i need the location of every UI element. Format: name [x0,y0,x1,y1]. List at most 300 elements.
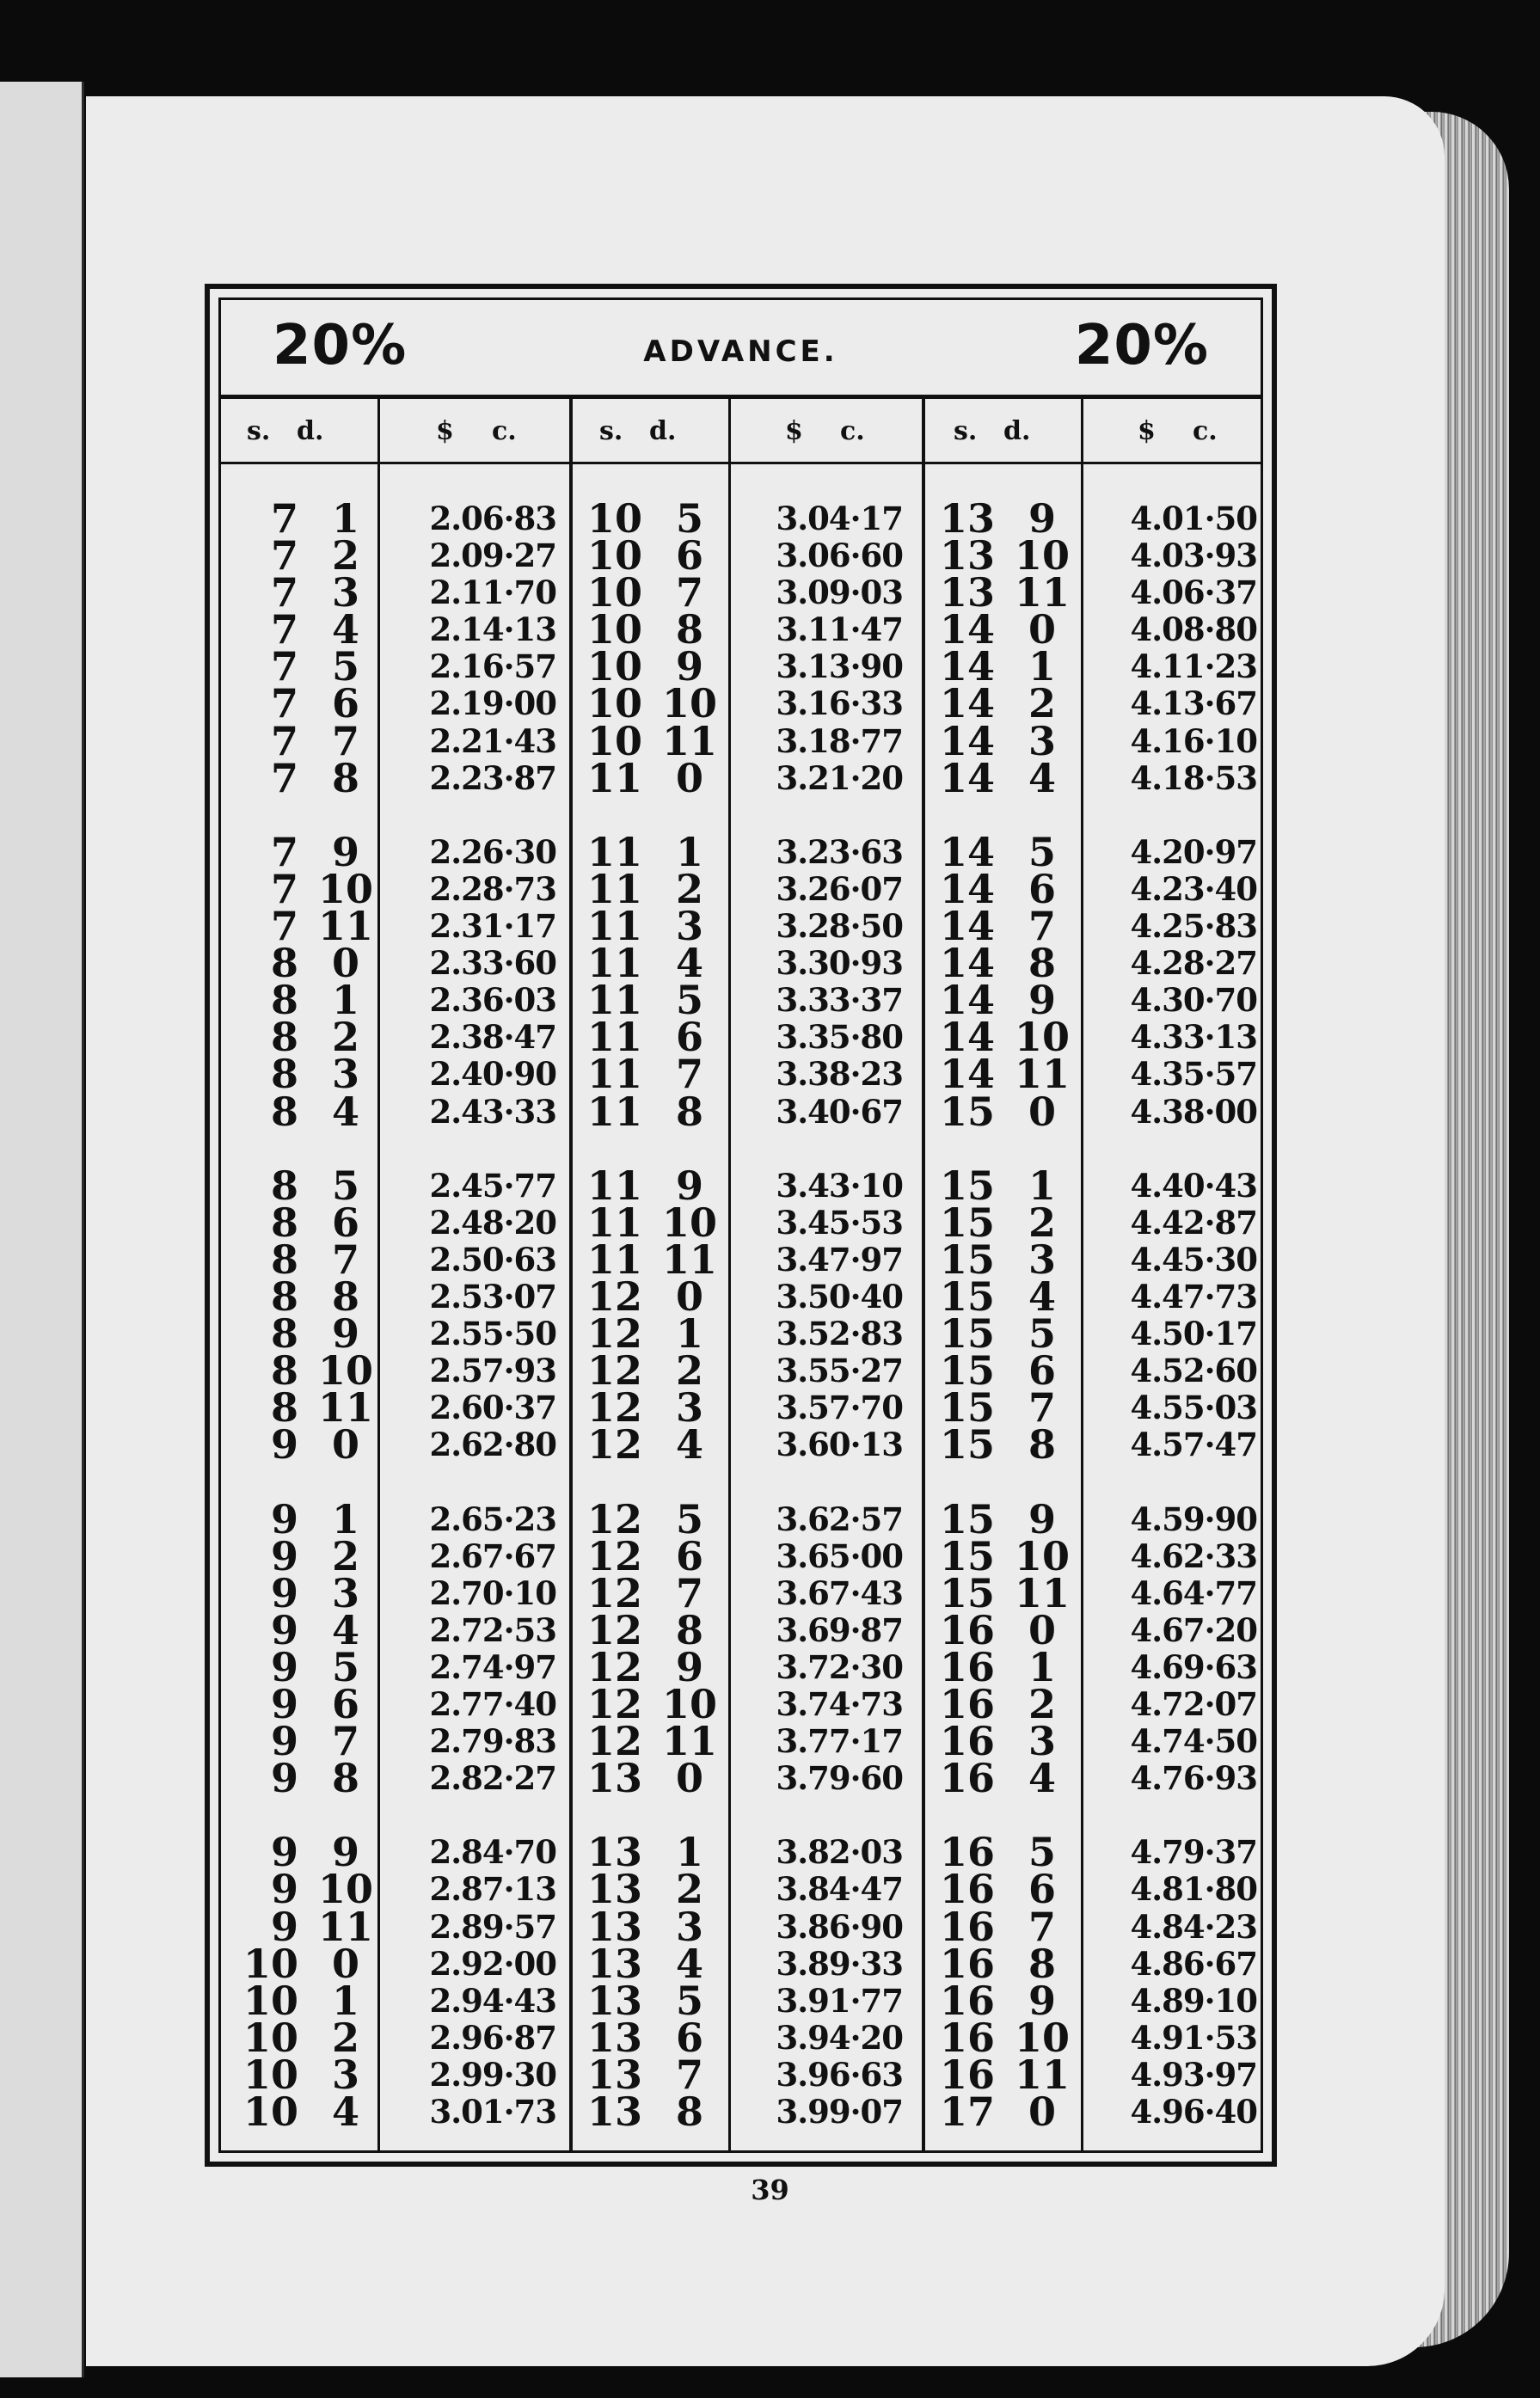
dollars-cents-cell: 4.91·53 [1130,2018,1257,2057]
shillings-cell: 7 [270,828,298,875]
pence-cell: 4 [331,1606,359,1653]
divider [569,396,573,2150]
pence-cell: 4 [331,2088,359,2136]
dollars-cents-cell: 4.01·50 [1130,500,1257,537]
row-gap [389,1463,556,1500]
dollars-cents-cell: 2.16·57 [429,647,556,686]
shillings-cell: 7 [270,717,298,764]
shillings-cell: 14 [939,680,995,727]
dollars-cents-cell: 4.11·23 [1130,647,1257,686]
dollars-cents-cell: 3.04·17 [776,500,903,537]
pence-cell: 10 [661,1681,717,1727]
dollars-cents-cell: 4.64·77 [1130,1573,1257,1612]
divider [377,396,380,2150]
shillings-cell: 14 [939,1051,995,1098]
pence-cell: 5 [331,643,359,690]
shillings-cell: 10 [586,717,642,764]
shillings-cell: 7 [270,903,298,950]
dollars-cents-cell: 4.45·30 [1130,1240,1257,1279]
col-s-label-3: s. [954,416,978,446]
pence-cell: 6 [675,1532,703,1579]
col-dollar-label-3: $ [1138,416,1156,446]
shillings-cell: 12 [586,1681,642,1727]
col-s-label-2: s. [599,416,623,446]
shillings-cell: 10 [242,2088,298,2136]
dollars-cents-cell: 3.84·47 [776,1870,903,1909]
shillings-cell: 13 [586,1940,642,1987]
shillings-cell: 15 [939,1236,995,1283]
col-cent-label-2: c. [840,416,865,446]
dollars-cents-cell: 3.79·60 [776,1759,903,1798]
shillings-cell: 10 [586,680,642,727]
shillings-cell: 8 [270,1384,298,1432]
pence-cell: 8 [331,1273,359,1320]
shillings-cell: 16 [939,1606,995,1653]
dollars-cents-cell: 3.47·97 [776,1240,903,1279]
facing-page-edge [0,82,84,2377]
dollars-cents-cell: 3.99·07 [776,2093,903,2131]
dollars-cents-cell: 3.86·90 [776,1907,903,1946]
table-row-sd [582,1421,711,1469]
dollars-cents-cell: 3.96·63 [776,2055,903,2094]
dollars-cents-cell: 2.57·93 [429,1352,556,1390]
pence-cell: 11 [1014,2051,1070,2098]
pence-cell: 11 [661,1718,717,1765]
pence-cell: 1 [331,1495,359,1542]
pence-cell: 8 [331,1755,359,1802]
dollars-cents-cell: 3.18·77 [776,721,903,760]
shillings-cell: 16 [939,1755,995,1802]
shillings-cell: 12 [586,1347,642,1395]
shillings-cell: 8 [270,1310,298,1358]
pence-cell: 4 [675,940,703,987]
dollars-cents-cell: 4.59·90 [1130,1500,1257,1538]
pence-cell: 4 [331,606,359,653]
dollars-cents-cell: 2.89·57 [429,1907,556,1946]
pence-cell: 11 [1014,1051,1070,1098]
pence-cell: 8 [1028,1940,1056,1987]
shillings-cell: 15 [939,1199,995,1246]
pence-cell: 11 [661,717,717,764]
dollars-cents-cell: 3.40·67 [776,1092,903,1131]
shillings-cell: 7 [270,606,298,653]
dollars-cents-cell: 2.11·70 [429,573,556,612]
table-row-sd [582,2088,711,2136]
dollars-cents-cell: 2.77·40 [429,1685,556,1723]
shillings-cell: 17 [939,2088,995,2136]
dollars-cents-cell: 3.94·20 [776,2018,903,2057]
pence-cell: 7 [675,569,703,616]
col-dollar-label-2: $ [785,416,803,446]
shillings-cell: 16 [939,2051,995,2098]
shillings-cell: 12 [586,1643,642,1690]
dollars-cents-cell: 3.74·73 [776,1685,903,1723]
shillings-cell: 12 [586,1532,642,1579]
pence-cell: 11 [1014,1569,1070,1616]
shillings-cell: 15 [939,1495,995,1542]
dollars-cents-cell: 3.65·00 [776,1536,903,1575]
pence-cell: 3 [331,1051,359,1098]
dollars-cents-cell: 3.89·33 [776,1944,903,1983]
col-cent-label-3: c. [1193,416,1218,446]
shillings-cell: 15 [939,1310,995,1358]
shillings-cell: 12 [586,1569,642,1616]
pence-cell: 6 [675,1014,703,1061]
dollars-cents-cell: 4.13·67 [1130,684,1257,723]
pence-cell: 4 [1028,1755,1056,1802]
col-cent-label-1: c. [492,416,517,446]
shillings-cell: 16 [939,2014,995,2061]
row-gap [735,1131,903,1168]
pence-cell: 7 [331,1236,359,1283]
dollars-cents-cell: 3.62·57 [776,1500,903,1538]
pence-cell: 4 [1028,754,1056,801]
shillings-cell: 11 [586,1088,642,1135]
shillings-cell: 13 [939,569,995,616]
table-row-sd [935,1421,1064,1469]
shillings-cell: 13 [586,1866,642,1913]
shillings-cell: 10 [586,606,642,653]
shillings-cell: 8 [270,1014,298,1061]
shillings-cell: 13 [586,1829,642,1876]
pence-cell: 11 [317,903,373,950]
dollars-cents-cell: 4.93·97 [1130,2055,1257,2094]
pence-cell: 11 [661,1236,717,1283]
dollars-cents-cell: 4.30·70 [1130,981,1257,1020]
dollars-cents-cell: 2.06·83 [429,500,556,537]
pence-cell: 0 [675,1755,703,1802]
dollars-cents-cell: 4.62·33 [1130,1536,1257,1575]
row-gap [1089,1463,1257,1500]
pence-cell: 5 [1028,1829,1056,1876]
pence-cell: 6 [331,1199,359,1246]
shillings-cell: 13 [586,2051,642,2098]
table-row-sd [238,1421,367,1469]
dollars-cents-cell: 4.74·50 [1130,1722,1257,1761]
shillings-cell: 9 [270,1532,298,1579]
shillings-cell: 16 [939,1940,995,1987]
row-gap [389,1797,556,1834]
shillings-cell: 14 [939,606,995,653]
shillings-cell: 9 [270,1755,298,1802]
dollars-cents-cell: 2.62·80 [429,1426,556,1464]
dollars-cents-cell: 4.89·10 [1130,1981,1257,2020]
shillings-cell: 12 [586,1310,642,1358]
shillings-cell: 14 [939,717,995,764]
pence-cell: 9 [675,1643,703,1690]
dollars-cents-cell: 4.38·00 [1130,1092,1257,1131]
dollars-cents-cell: 3.52·83 [776,1315,903,1353]
shillings-cell: 15 [939,1569,995,1616]
dollars-cents-cell: 4.03·93 [1130,537,1257,575]
dollars-cents-cell: 3.21·20 [776,758,903,797]
pence-cell: 6 [1028,1866,1056,1913]
dollars-cents-cell: 2.50·63 [429,1240,556,1279]
shillings-cell: 9 [270,1681,298,1727]
shillings-cell: 9 [270,1569,298,1616]
pence-cell: 9 [675,1162,703,1209]
shillings-cell: 11 [586,1051,642,1098]
shillings-cell: 13 [586,2088,642,2136]
dollars-cents-cell: 4.72·07 [1130,1685,1257,1723]
shillings-cell: 7 [270,754,298,801]
shillings-cell: 12 [586,1384,642,1432]
pence-cell: 8 [1028,1421,1056,1469]
pence-cell: 5 [675,1495,703,1542]
dollars-cents-cell: 3.45·53 [776,1203,903,1242]
dollars-cents-cell: 2.53·07 [429,1277,556,1316]
dollars-cents-cell: 3.13·90 [776,647,903,686]
dollars-cents-cell: 4.79·37 [1130,1833,1257,1872]
pence-cell: 0 [1028,1606,1056,1653]
dollars-cents-cell: 2.19·00 [429,684,556,723]
dollars-cents-cell: 2.99·30 [429,2055,556,2094]
dollars-cents-cell: 2.70·10 [429,1573,556,1612]
pence-cell: 10 [661,1199,717,1246]
dollars-cents-cell: 3.01·73 [429,2093,556,2131]
pence-cell: 9 [1028,1977,1056,2024]
shillings-cell: 8 [270,1199,298,1246]
dollars-cents-cell: 2.84·70 [429,1833,556,1872]
pence-cell: 11 [317,1384,373,1432]
shillings-cell: 9 [270,1866,298,1913]
pence-cell: 5 [331,1643,359,1690]
shillings-cell: 9 [270,1421,298,1469]
dollars-cents-cell: 3.38·23 [776,1055,903,1094]
dollars-cents-cell: 2.65·23 [429,1500,556,1538]
shillings-cell: 15 [939,1088,995,1135]
shillings-cell: 8 [270,977,298,1024]
pence-cell: 6 [675,532,703,580]
pence-cell: 2 [675,1347,703,1395]
dollars-cents-cell: 2.14·13 [429,610,556,649]
dollars-cents-cell: 2.45·77 [429,1166,556,1205]
pence-cell: 9 [331,1829,359,1876]
dollars-cents-cell: 2.21·43 [429,721,556,760]
pence-cell: 2 [1028,1199,1056,1246]
pence-cell: 3 [331,2051,359,2098]
table-row-sd [238,1755,367,1802]
dollars-cents-cell: 3.26·07 [776,869,903,908]
shillings-cell: 8 [270,1162,298,1209]
shillings-cell: 14 [939,643,995,690]
table-title: ADVANCE. [643,334,838,369]
pence-cell: 4 [1028,1273,1056,1320]
dollars-cents-cell: 2.79·83 [429,1722,556,1761]
pence-cell: 7 [675,1051,703,1098]
table-row-sd [238,1088,367,1135]
dollars-cents-cell: 3.91·77 [776,1981,903,2020]
table-row-sd [582,1755,711,1802]
pence-cell: 7 [675,1569,703,1616]
pence-cell: 5 [675,977,703,1024]
table-row-sd [935,754,1064,801]
dollars-cents-cell: 2.31·17 [429,907,556,946]
pence-cell: 4 [331,1088,359,1135]
dollars-cents-cell: 2.92·00 [429,1944,556,1983]
shillings-cell: 11 [586,754,642,801]
pence-cell: 1 [675,1310,703,1358]
shillings-cell: 16 [939,1977,995,2024]
pence-cell: 10 [1014,2014,1070,2061]
shillings-cell: 14 [939,865,995,912]
shillings-cell: 12 [586,1273,642,1320]
pence-cell: 7 [1028,1384,1056,1432]
pence-cell: 1 [1028,1643,1056,1690]
pence-cell: 0 [331,940,359,987]
shillings-cell: 16 [939,1866,995,1913]
shillings-cell: 10 [586,643,642,690]
pence-cell: 2 [1028,680,1056,727]
pence-cell: 10 [1014,532,1070,580]
dollars-cents-cell: 4.67·20 [1130,1610,1257,1649]
shillings-cell: 14 [939,903,995,950]
shillings-cell: 8 [270,1347,298,1395]
dollars-cents-cell: 2.09·27 [429,537,556,575]
pence-cell: 3 [331,1569,359,1616]
shillings-cell: 9 [270,1829,298,1876]
dollars-cents-cell: 4.40·43 [1130,1166,1257,1205]
pence-cell: 3 [1028,717,1056,764]
shillings-cell: 13 [586,2014,642,2061]
shillings-cell: 16 [939,1718,995,1765]
percent-left: 20% [273,314,408,377]
pence-cell: 9 [1028,1495,1056,1542]
dollars-cents-cell: 3.11·47 [776,610,903,649]
pence-cell: 2 [331,2014,359,2061]
dollars-cents-cell: 4.18·53 [1130,758,1257,797]
pence-cell: 6 [331,1681,359,1727]
pence-cell: 10 [317,865,373,912]
row-gap [1089,797,1257,834]
divider [922,396,925,2150]
pence-cell: 3 [675,903,703,950]
pence-cell: 10 [661,680,717,727]
dollars-cents-cell: 2.40·90 [429,1055,556,1094]
dollars-cents-cell: 3.06·60 [776,537,903,575]
pence-cell: 2 [331,1014,359,1061]
dollars-cents-cell: 2.48·20 [429,1203,556,1242]
pence-cell: 3 [1028,1236,1056,1283]
dollars-cents-cell: 4.81·80 [1130,1870,1257,1909]
shillings-cell: 7 [270,643,298,690]
dollars-cents-cell: 3.55·27 [776,1352,903,1390]
shillings-cell: 13 [939,495,995,542]
shillings-cell: 11 [586,1014,642,1061]
sd-column-2 [582,495,717,2136]
pence-cell: 11 [1014,569,1070,616]
dollars-cents-cell: 2.87·13 [429,1870,556,1909]
pence-cell: 1 [331,1977,359,2024]
pence-cell: 5 [331,1162,359,1209]
dollars-cents-cell: 3.72·30 [776,1647,903,1686]
pence-cell: 10 [317,1347,373,1395]
pence-cell: 0 [1028,1088,1056,1135]
col-d-label-3: d. [1003,416,1031,446]
shillings-cell: 15 [939,1532,995,1579]
pence-cell: 1 [331,495,359,542]
shillings-cell: 14 [939,1014,995,1061]
shillings-cell: 9 [270,1718,298,1765]
pence-cell: 7 [331,1718,359,1765]
shillings-cell: 10 [242,1940,298,1987]
dollars-cents-cell: 2.96·87 [429,2018,556,2057]
pence-cell: 10 [317,1866,373,1913]
dollars-cents-cell: 4.08·80 [1130,610,1257,649]
dollars-cents-cell: 4.69·63 [1130,1647,1257,1686]
col-s-label-1: s. [247,416,271,446]
pence-cell: 7 [1028,903,1056,950]
dc-column-1 [389,500,556,2131]
shillings-cell: 8 [270,1051,298,1098]
shillings-cell: 15 [939,1162,995,1209]
dollars-cents-cell: 3.57·70 [776,1389,903,1427]
col-dollar-label-1: $ [436,416,454,446]
dollars-cents-cell: 4.20·97 [1130,832,1257,871]
percent-right: 20% [1074,314,1209,377]
shillings-cell: 9 [270,1495,298,1542]
pence-cell: 0 [331,1940,359,1987]
pence-cell: 9 [1028,495,1056,542]
row-gap [389,1131,556,1168]
shillings-cell: 13 [939,532,995,580]
shillings-cell: 7 [270,532,298,580]
dollars-cents-cell: 2.43·33 [429,1092,556,1131]
dollars-cents-cell: 3.16·33 [776,684,903,723]
pence-cell: 6 [675,2014,703,2061]
dollars-cents-cell: 3.77·17 [776,1722,903,1761]
col-d-label-2: d. [649,416,677,446]
shillings-cell: 9 [270,1643,298,1690]
shillings-cell: 12 [586,1421,642,1469]
dollars-cents-cell: 3.23·63 [776,832,903,871]
shillings-cell: 11 [586,865,642,912]
shillings-cell: 11 [586,1162,642,1209]
shillings-cell: 11 [586,940,642,987]
col-d-label-1: d. [297,416,324,446]
dollars-cents-cell: 3.28·50 [776,907,903,946]
shillings-cell: 7 [270,865,298,912]
pence-cell: 10 [1014,1014,1070,1061]
dollars-cents-cell: 3.30·93 [776,944,903,983]
pence-cell: 1 [1028,643,1056,690]
pence-cell: 8 [331,754,359,801]
shillings-cell: 8 [270,1236,298,1283]
dollars-cents-cell: 4.84·23 [1130,1907,1257,1946]
shillings-cell: 10 [586,569,642,616]
dollars-cents-cell: 3.09·03 [776,573,903,612]
dollars-cents-cell: 4.33·13 [1130,1018,1257,1057]
table-row-sd [582,1088,711,1135]
pence-cell: 3 [675,1903,703,1950]
pence-cell: 1 [675,1829,703,1876]
pence-cell: 5 [675,495,703,542]
shillings-cell: 16 [939,1681,995,1727]
pence-cell: 9 [675,643,703,690]
shillings-cell: 11 [586,1199,642,1246]
divider [728,396,731,2150]
pence-cell: 8 [675,606,703,653]
dollars-cents-cell: 4.35·57 [1130,1055,1257,1094]
table-row-sd [238,754,367,801]
dollars-cents-cell: 3.33·37 [776,981,903,1020]
shillings-cell: 11 [586,977,642,1024]
shillings-cell: 16 [939,1829,995,1876]
pence-cell: 10 [1014,1532,1070,1579]
pence-cell: 6 [331,680,359,727]
dollars-cents-cell: 3.50·40 [776,1277,903,1316]
dollars-cents-cell: 2.60·37 [429,1389,556,1427]
